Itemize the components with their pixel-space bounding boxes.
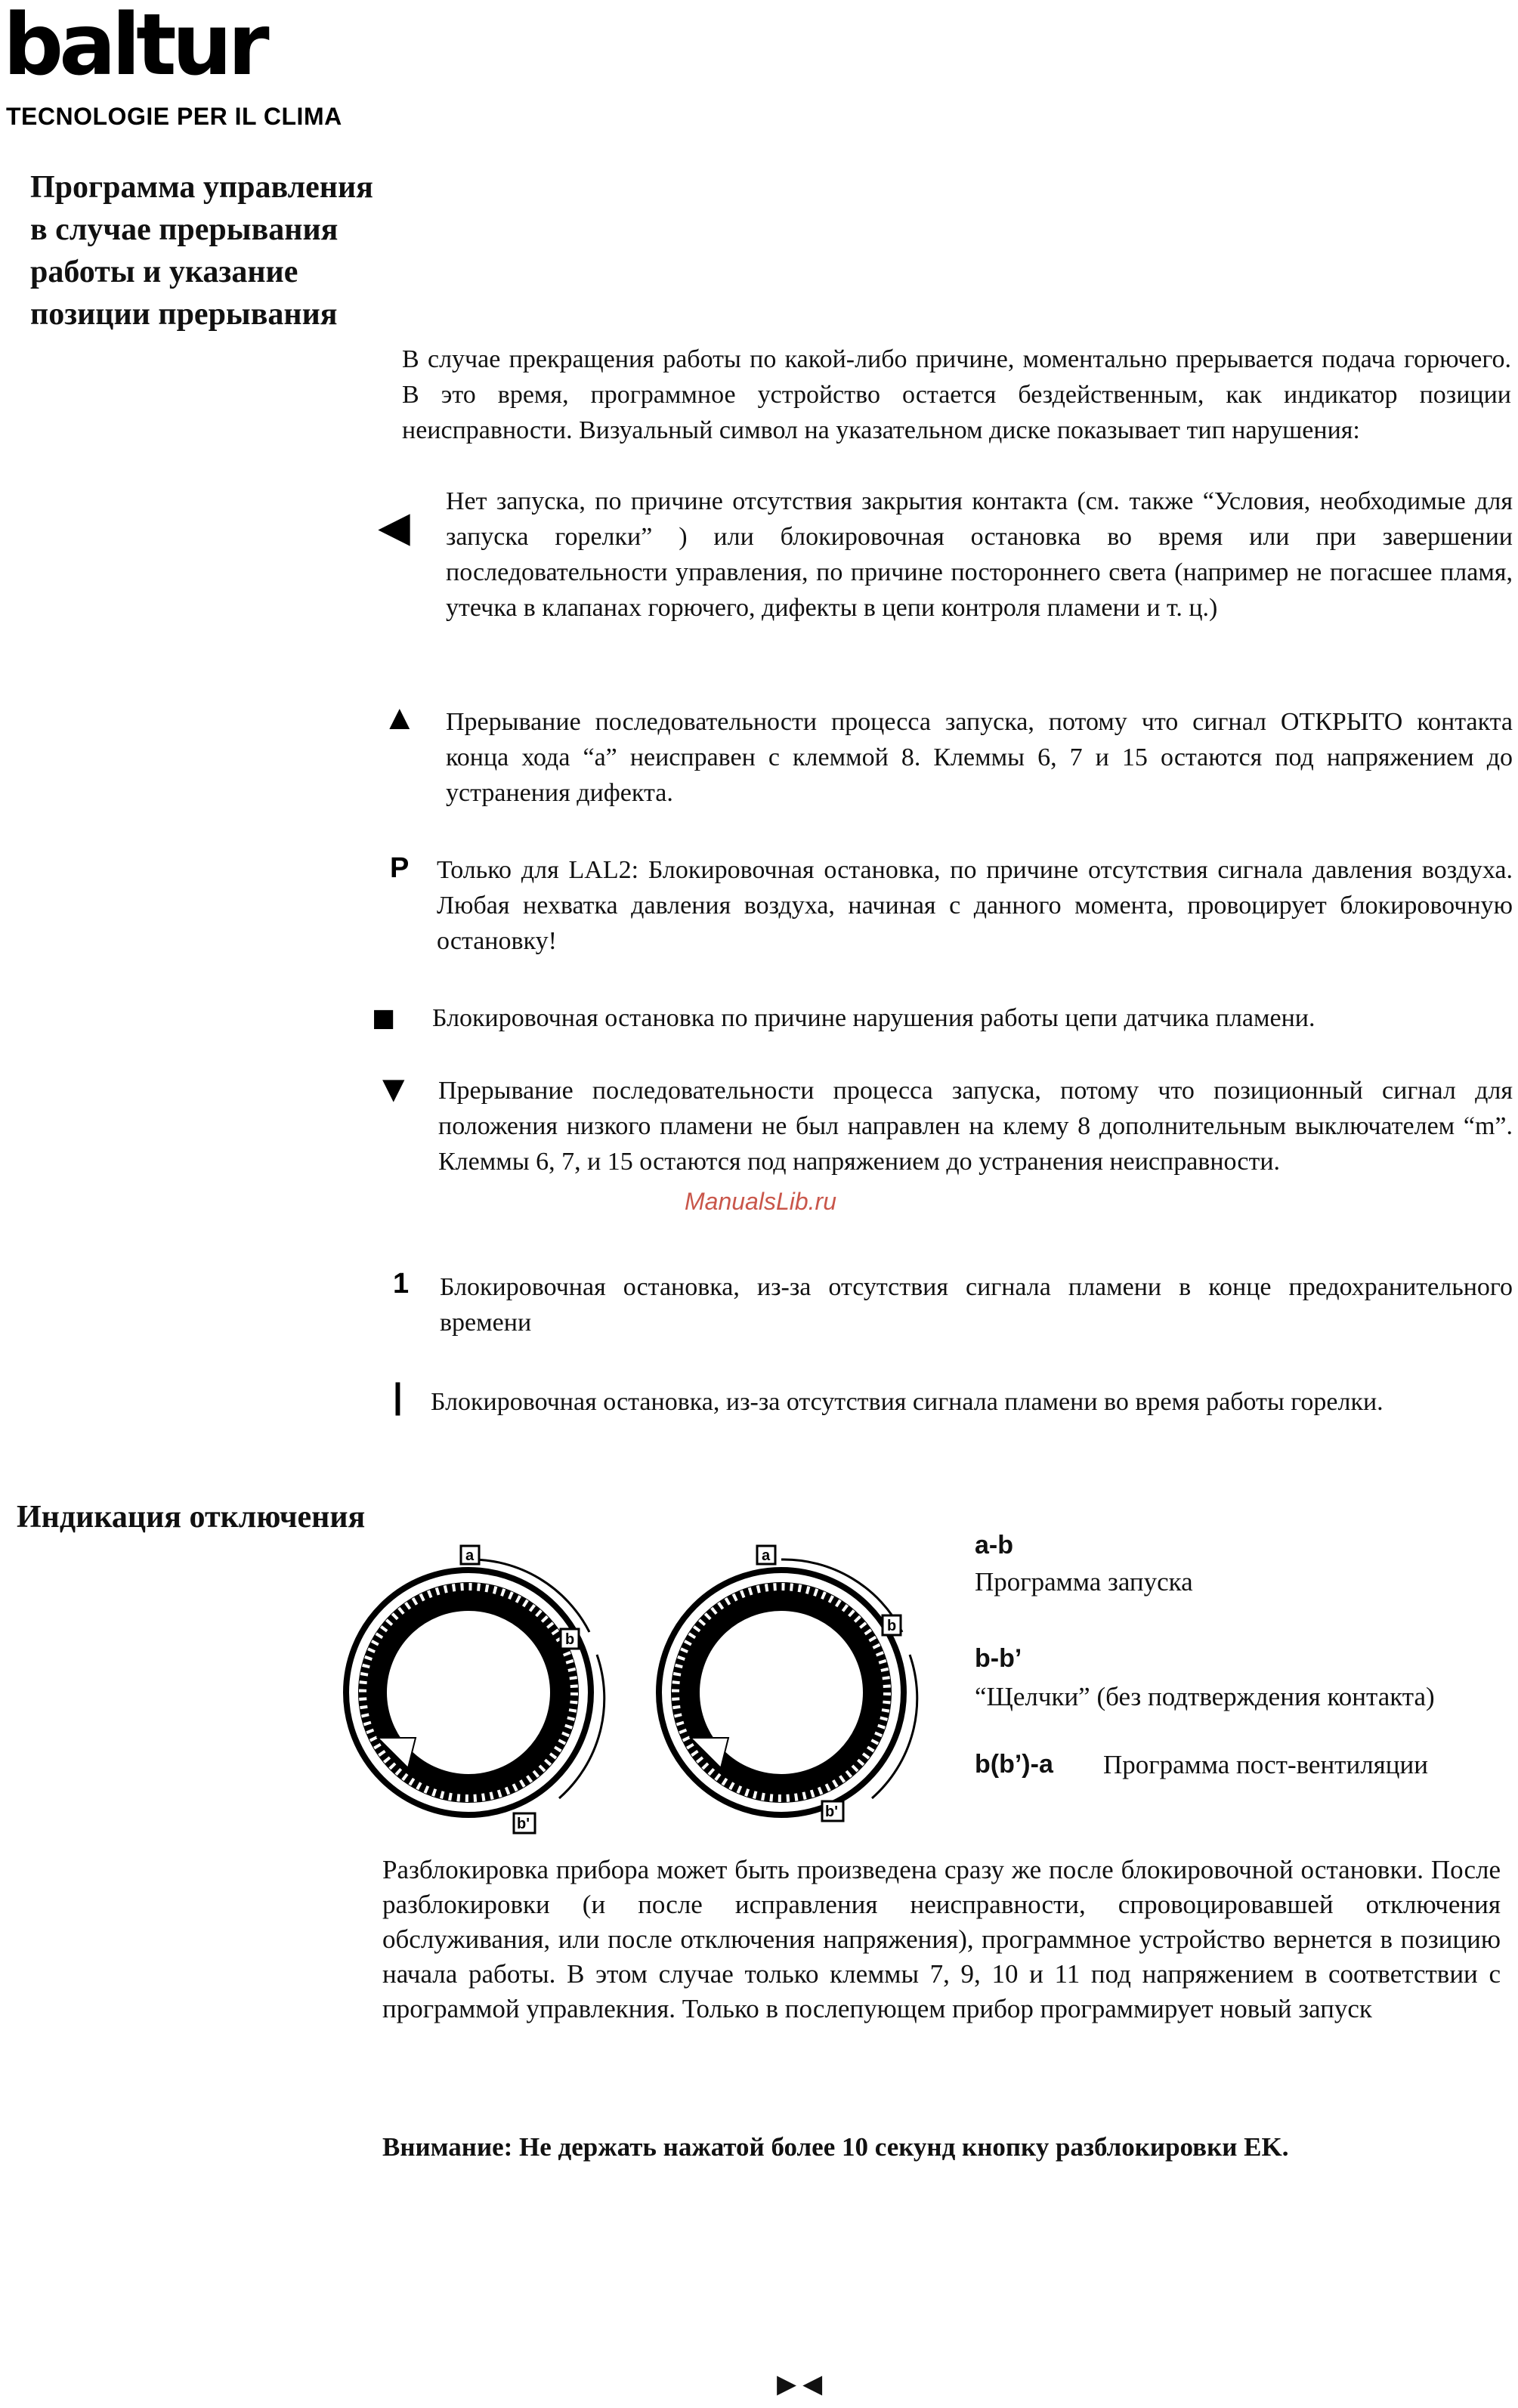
letter-p-icon: P: [390, 852, 410, 884]
digit-one-icon: 1: [393, 1268, 410, 1300]
list-item: Прерывание последовательности процесса запуска, потому что позиционный сигнал для положения низкого пламени не был направлен на клему 8 дополнительным выключателем “m”. Клеммы 6, 7, и 15 остаются под напряжением до устранения неисправности.: [438, 1077, 1513, 1176]
legend-key: b(b’)-a: [975, 1750, 1053, 1779]
legend-key: a-b: [975, 1531, 1013, 1559]
down-triangle-icon: ▼: [375, 1068, 413, 1110]
marker-b-prime-label: b': [517, 1816, 530, 1832]
list-item: Прерывание последовательности процесса запуска, потому что сигнал ОТКРЫТО контакта конца хода “a” неисправен с клеммой 8. Клеммы 6, 7 и 15 остаются под напряжением до устранения дифекта.: [446, 708, 1513, 807]
section-title-shutdown-indication: Индикация отключения: [17, 1500, 366, 1535]
marker-b-prime-label: b': [825, 1804, 838, 1820]
dial-body: [346, 1570, 591, 1815]
reset-paragraph: Разблокировка прибора может быть произведена сразу же после блокировочной остановки. После разблокировки (и после исправления неисправности, спровоцировавшей отключения обслуживания, или после отключения напряжения), программное устройство вернется в позицию начала работы. В этом случае только клеммы 7, 9, 10 и 11 под напряжением в соответствии с программой управлекния. Только в послепующем прибор программирует новый запуск: [382, 1855, 1501, 2023]
watermark: ManualsLib.ru: [685, 1188, 836, 1215]
title-line: в случае прерывания: [30, 212, 339, 247]
brand-tagline: TECNOLOGIE PER IL CLIMA: [6, 103, 342, 130]
marker-b-label: b: [887, 1618, 897, 1634]
legend-value: “Щелчки” (без подтверждения контакта): [975, 1682, 1435, 1711]
legend-value: Программа запуска: [975, 1567, 1193, 1597]
warning-note: Внимание: Не держать нажатой более 10 секунд кнопку разблокировки EK.: [382, 2132, 1289, 2162]
vertical-bar-icon: |: [393, 1376, 403, 1415]
title-line: Программа управления: [30, 170, 373, 205]
legend-value: Программа пост-вентиляции: [1103, 1750, 1428, 1779]
brand-logo: baltur: [3, 0, 265, 94]
marker-b-label: b: [565, 1631, 575, 1648]
page-nav-marks: ▸◂: [777, 2360, 829, 2406]
dial-body: [659, 1570, 904, 1815]
marker-a-label: a: [465, 1547, 475, 1564]
dial-diagram-left: [325, 1541, 612, 1851]
square-icon: ■: [372, 997, 396, 1040]
dial-diagram-right: [644, 1541, 931, 1851]
up-triangle-icon: ▲: [382, 697, 417, 737]
list-item: Блокировочная остановка, из-за отсутствия сигнала пламени в конце предохранительного времени: [440, 1273, 1513, 1337]
title-line: работы и указание: [30, 255, 298, 289]
section-title-interruption: [30, 166, 373, 335]
legend-key: b-b’: [975, 1644, 1022, 1673]
title-line: позиции прерывания: [30, 297, 338, 332]
list-item: Нет запуска, по причине отсутствия закрытия контакта (см. также “Условия, необходимые для запуска горелки” ) или блокировочная остановка во время или при завершении последовательности управления, по причине постороннего света (например не погасшее пламя, утечка в клапанах горючего, дифекты в цепи контроля пламени и т. ц.): [446, 487, 1513, 622]
list-item: Блокировочная остановка, из-за отсутствия сигнала пламени во время работы горелки.: [431, 1388, 1384, 1416]
intro-paragraph: В случае прекращения работы по какой-либо причине, моментально прерывается подача горючего. В это время, программное устройство остается бездейственным, как индикатор позиции неисправности. Визуальный символ на указательном диске показывает тип нарушения:: [402, 345, 1511, 444]
list-item: Блокировочная остановка по причине нарушения работы цепи датчика пламени.: [432, 1004, 1315, 1032]
left-triangle-icon: ◀: [379, 505, 410, 549]
list-item: Только для LAL2: Блокировочная остановка, по причине отсутствия сигнала давления воздуха. Любая нехватка давления воздуха, начиная с данного момента, провоцирует блокировочную остановку!: [437, 856, 1513, 955]
marker-a-label: a: [762, 1547, 771, 1564]
